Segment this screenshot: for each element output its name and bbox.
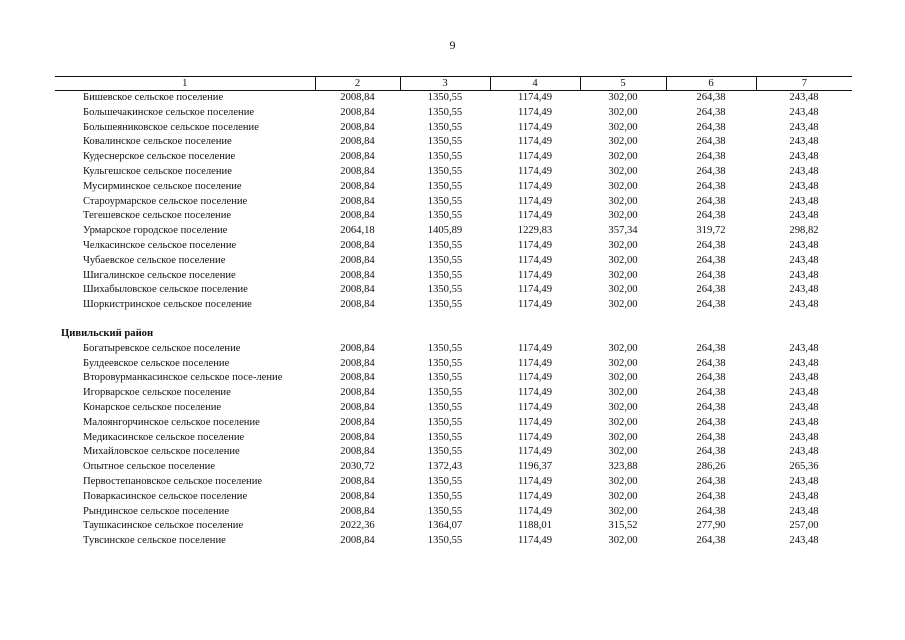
value-cell: 1350,55 (427, 106, 463, 118)
settlement-name: Шихабыловское сельское поселение (83, 284, 248, 296)
table-row (55, 91, 852, 106)
value-cell: 323,88 (608, 461, 638, 473)
value-cell: 264,38 (696, 180, 726, 192)
value-cell: 2008,84 (340, 357, 375, 369)
value-cell: 315,52 (608, 520, 638, 532)
value-cell: 302,00 (608, 357, 638, 369)
value-cell: 1174,49 (517, 106, 553, 118)
column-number: 6 (666, 77, 756, 91)
value-cell: 1174,49 (517, 475, 553, 487)
settlement-name: Мусирминское сельское поселение (83, 180, 242, 192)
value-cell: 302,00 (608, 239, 638, 251)
value-cell: 1174,49 (517, 431, 553, 443)
value-cell: 2008,84 (340, 505, 375, 517)
district-heading: Цивильский район (61, 327, 154, 339)
value-cell: 1174,49 (517, 342, 553, 354)
value-cell: 264,38 (696, 446, 726, 458)
value-cell: 243,48 (789, 165, 819, 177)
value-cell: 2008,84 (340, 136, 375, 148)
value-cell: 2008,84 (340, 446, 375, 458)
value-cell: 357,34 (608, 225, 638, 237)
value-cell: 1188,01 (517, 520, 553, 532)
value-cell: 1350,55 (427, 446, 463, 458)
value-cell: 302,00 (608, 535, 638, 547)
value-cell: 243,48 (789, 269, 819, 281)
value-cell: 1174,49 (517, 490, 553, 502)
value-cell: 302,00 (608, 505, 638, 517)
settlement-name: Михайловское сельское поселение (83, 446, 240, 458)
value-cell: 1174,49 (517, 92, 553, 103)
table-row (55, 209, 852, 224)
value-cell: 1350,55 (427, 136, 463, 148)
settlement-name: Кудеснерское сельское поселение (83, 151, 236, 163)
value-cell: 1174,49 (517, 387, 553, 399)
value-cell: 1174,49 (517, 372, 553, 384)
settlement-name: Богатыревское сельское поселение (83, 342, 241, 354)
value-cell: 264,38 (696, 269, 726, 281)
value-cell: 264,38 (696, 505, 726, 517)
column-number: 3 (400, 77, 490, 91)
value-cell: 2008,84 (340, 431, 375, 443)
table-row (55, 386, 852, 401)
value-cell: 243,48 (789, 106, 819, 118)
table-row (55, 121, 852, 136)
column-number: 2 (315, 77, 400, 91)
value-cell: 1174,49 (517, 505, 553, 517)
value-cell: 243,48 (789, 151, 819, 163)
table-row (55, 283, 852, 298)
value-cell: 302,00 (608, 342, 638, 354)
value-cell: 243,48 (789, 239, 819, 251)
value-cell: 319,72 (696, 225, 726, 237)
value-cell: 243,48 (789, 416, 819, 428)
value-cell: 264,38 (696, 254, 726, 266)
table-row (55, 401, 852, 416)
value-cell: 1350,55 (427, 431, 463, 443)
value-cell: 1174,49 (517, 299, 553, 311)
value-cell: 243,48 (789, 535, 819, 547)
column-number: 7 (756, 77, 852, 91)
column-number: 5 (580, 77, 666, 91)
value-cell: 2008,84 (340, 121, 375, 133)
value-cell: 243,48 (789, 195, 819, 207)
tariff-table (55, 76, 852, 549)
value-cell: 264,38 (696, 490, 726, 502)
table-row (55, 254, 852, 269)
value-cell: 1350,55 (427, 490, 463, 502)
value-cell: 1350,55 (427, 372, 463, 384)
settlement-name: Малоянгорчинское сельское поселение (83, 416, 260, 428)
value-cell: 1350,55 (427, 239, 463, 251)
value-cell: 302,00 (608, 136, 638, 148)
settlement-name: Шоркистринское сельское поселение (83, 299, 252, 311)
value-cell: 243,48 (789, 299, 819, 311)
value-cell: 264,38 (696, 284, 726, 296)
value-cell: 2008,84 (340, 475, 375, 487)
value-cell: 302,00 (608, 269, 638, 281)
value-cell: 1350,55 (427, 165, 463, 177)
settlement-name: Первостепановское сельское поселение (83, 475, 263, 487)
table-row (55, 475, 852, 490)
settlement-name: Шигалинское сельское поселение (83, 269, 236, 281)
district-heading-row (55, 313, 852, 342)
value-cell: 277,90 (696, 520, 726, 532)
settlement-name: Второвурманкасинское сельское посе-ление (83, 372, 283, 384)
value-cell: 2008,84 (340, 387, 375, 399)
value-cell: 265,36 (789, 461, 819, 473)
value-cell: 1174,49 (517, 121, 553, 133)
settlement-name: Большеяниковское сельское поселение (83, 121, 259, 133)
value-cell: 2008,84 (340, 284, 375, 296)
value-cell: 298,82 (789, 225, 819, 237)
value-cell: 243,48 (789, 490, 819, 502)
value-cell: 1350,55 (427, 299, 463, 311)
value-cell: 2008,84 (340, 151, 375, 163)
table-body (55, 91, 852, 549)
value-cell: 302,00 (608, 431, 638, 443)
value-cell: 264,38 (696, 357, 726, 369)
value-cell: 1405,89 (427, 225, 463, 237)
settlement-name: Опытное сельское поселение (83, 461, 216, 473)
value-cell: 302,00 (608, 180, 638, 192)
table-row (55, 269, 852, 284)
settlement-name: Тувсинское сельское поселение (83, 535, 226, 547)
value-cell: 1174,49 (517, 535, 553, 547)
settlement-name: Большечакинское сельское поселение (83, 106, 255, 118)
value-cell: 1196,37 (517, 461, 553, 473)
value-cell: 302,00 (608, 106, 638, 118)
value-cell: 2008,84 (340, 342, 375, 354)
value-cell: 2008,84 (340, 195, 375, 207)
value-cell: 1350,55 (427, 151, 463, 163)
value-cell: 1350,55 (427, 342, 463, 354)
value-cell: 2008,84 (340, 269, 375, 281)
table-row (55, 106, 852, 121)
value-cell: 1350,55 (427, 416, 463, 428)
value-cell: 2008,84 (340, 106, 375, 118)
value-cell: 243,48 (789, 284, 819, 296)
value-cell: 302,00 (608, 490, 638, 502)
table-row (55, 357, 852, 372)
value-cell: 264,38 (696, 106, 726, 118)
value-cell: 2008,84 (340, 180, 375, 192)
value-cell: 2008,84 (340, 299, 375, 311)
value-cell: 1350,55 (427, 180, 463, 192)
value-cell: 1174,49 (517, 416, 553, 428)
value-cell: 264,38 (696, 239, 726, 251)
value-cell: 264,38 (696, 416, 726, 428)
value-cell: 243,48 (789, 475, 819, 487)
value-cell: 302,00 (608, 372, 638, 384)
value-cell: 302,00 (608, 387, 638, 399)
settlement-name: Таушкасинское сельское поселение (83, 520, 244, 532)
value-cell: 1174,49 (517, 446, 553, 458)
value-cell: 1174,49 (517, 254, 553, 266)
table-row (55, 195, 852, 210)
value-cell: 264,38 (696, 210, 726, 222)
value-cell: 243,48 (789, 180, 819, 192)
page-number: 9 (449, 38, 456, 52)
value-cell: 243,48 (789, 401, 819, 413)
settlement-name: Бишевское сельское поселение (83, 92, 224, 103)
value-cell: 264,38 (696, 387, 726, 399)
value-cell: 264,38 (696, 535, 726, 547)
value-cell: 1174,49 (517, 180, 553, 192)
value-cell: 2008,84 (340, 401, 375, 413)
settlement-name: Староурмарское сельское поселение (83, 195, 248, 207)
settlement-name: Ковалинское сельское поселение (83, 136, 232, 148)
value-cell: 1350,55 (427, 210, 463, 222)
value-cell: 264,38 (696, 165, 726, 177)
value-cell: 302,00 (608, 210, 638, 222)
value-cell: 264,38 (696, 401, 726, 413)
value-cell: 243,48 (789, 254, 819, 266)
value-cell: 2008,84 (340, 165, 375, 177)
value-cell: 2022,36 (340, 520, 375, 532)
value-cell: 1350,55 (427, 195, 463, 207)
value-cell: 1364,07 (427, 520, 463, 532)
value-cell: 243,48 (789, 431, 819, 443)
value-cell: 1350,55 (427, 92, 463, 103)
value-cell: 264,38 (696, 195, 726, 207)
value-cell: 1174,49 (517, 401, 553, 413)
value-cell: 264,38 (696, 92, 726, 103)
value-cell: 1350,55 (427, 401, 463, 413)
value-cell: 302,00 (608, 165, 638, 177)
settlement-name: Чубаевское сельское поселение (83, 254, 226, 266)
table-row (55, 534, 852, 549)
settlement-name: Рындинское сельское поселение (83, 505, 230, 517)
value-cell: 302,00 (608, 195, 638, 207)
settlement-name: Поваркасинское сельское поселение (83, 490, 248, 502)
table-row (55, 445, 852, 460)
table-row (55, 180, 852, 195)
value-cell: 264,38 (696, 121, 726, 133)
settlement-name: Игорварское сельское поселение (83, 387, 231, 399)
value-cell: 264,38 (696, 299, 726, 311)
value-cell: 1350,55 (427, 535, 463, 547)
table-row (55, 490, 852, 505)
value-cell: 243,48 (789, 372, 819, 384)
value-cell: 1174,49 (517, 165, 553, 177)
value-cell: 1174,49 (517, 151, 553, 163)
value-cell: 243,48 (789, 210, 819, 222)
value-cell: 302,00 (608, 121, 638, 133)
value-cell: 302,00 (608, 254, 638, 266)
table-row (55, 298, 852, 313)
value-cell: 1350,55 (427, 357, 463, 369)
value-cell: 2030,72 (340, 461, 375, 473)
value-cell: 243,48 (789, 446, 819, 458)
value-cell: 1174,49 (517, 195, 553, 207)
value-cell: 1174,49 (517, 136, 553, 148)
table-row (55, 505, 852, 520)
value-cell: 243,48 (789, 387, 819, 399)
settlement-name: Булдеевское сельское поселение (83, 357, 230, 369)
table-row (55, 342, 852, 357)
table-row (55, 239, 852, 254)
value-cell: 243,48 (789, 505, 819, 517)
value-cell: 1174,49 (517, 284, 553, 296)
value-cell: 264,38 (696, 342, 726, 354)
value-cell: 1229,83 (517, 225, 553, 237)
column-number: 4 (490, 77, 580, 91)
table-row (55, 371, 852, 386)
value-cell: 302,00 (608, 446, 638, 458)
table-row (55, 224, 852, 239)
value-cell: 302,00 (608, 151, 638, 163)
value-cell: 2008,84 (340, 239, 375, 251)
value-cell: 2008,84 (340, 210, 375, 222)
table-row (55, 150, 852, 165)
table-row (55, 431, 852, 446)
value-cell: 243,48 (789, 121, 819, 133)
value-cell: 243,48 (789, 136, 819, 148)
settlement-name: Медикасинское сельское поселение (83, 431, 245, 443)
value-cell: 2008,84 (340, 372, 375, 384)
table-row (55, 460, 852, 475)
value-cell: 264,38 (696, 372, 726, 384)
column-number: 1 (55, 77, 315, 91)
value-cell: 264,38 (696, 475, 726, 487)
value-cell: 302,00 (608, 401, 638, 413)
value-cell: 1174,49 (517, 269, 553, 281)
value-cell: 286,26 (696, 461, 726, 473)
value-cell: 1350,55 (427, 254, 463, 266)
value-cell: 302,00 (608, 299, 638, 311)
value-cell: 1174,49 (517, 239, 553, 251)
value-cell: 1350,55 (427, 387, 463, 399)
value-cell: 2008,84 (340, 490, 375, 502)
column-number-row (55, 77, 852, 91)
value-cell: 1350,55 (427, 505, 463, 517)
value-cell: 1350,55 (427, 269, 463, 281)
value-cell: 302,00 (608, 92, 638, 103)
value-cell: 1174,49 (517, 210, 553, 222)
settlement-name: Тегешевское сельское поселение (83, 210, 232, 222)
value-cell: 257,00 (789, 520, 819, 532)
value-cell: 264,38 (696, 151, 726, 163)
value-cell: 302,00 (608, 416, 638, 428)
value-cell: 2064,18 (340, 225, 375, 237)
value-cell: 243,48 (789, 92, 819, 103)
value-cell: 1350,55 (427, 121, 463, 133)
value-cell: 243,48 (789, 342, 819, 354)
value-cell: 264,38 (696, 431, 726, 443)
value-cell: 2008,84 (340, 254, 375, 266)
settlement-name: Кульгешское сельское поселение (83, 165, 232, 177)
settlement-name: Челкасинское сельское поселение (83, 239, 237, 251)
settlement-name: Конарское сельское поселение (83, 401, 222, 413)
value-cell: 1372,43 (427, 461, 463, 473)
value-cell: 302,00 (608, 284, 638, 296)
value-cell: 1350,55 (427, 475, 463, 487)
value-cell: 243,48 (789, 357, 819, 369)
table-row (55, 165, 852, 180)
value-cell: 2008,84 (340, 416, 375, 428)
settlement-name: Урмарское городское поселение (83, 225, 228, 237)
value-cell: 302,00 (608, 475, 638, 487)
table-row (55, 416, 852, 431)
value-cell: 2008,84 (340, 92, 375, 103)
value-cell: 1174,49 (517, 357, 553, 369)
table-row (55, 519, 852, 534)
table-row (55, 135, 852, 150)
value-cell: 2008,84 (340, 535, 375, 547)
value-cell: 264,38 (696, 136, 726, 148)
value-cell: 1350,55 (427, 284, 463, 296)
